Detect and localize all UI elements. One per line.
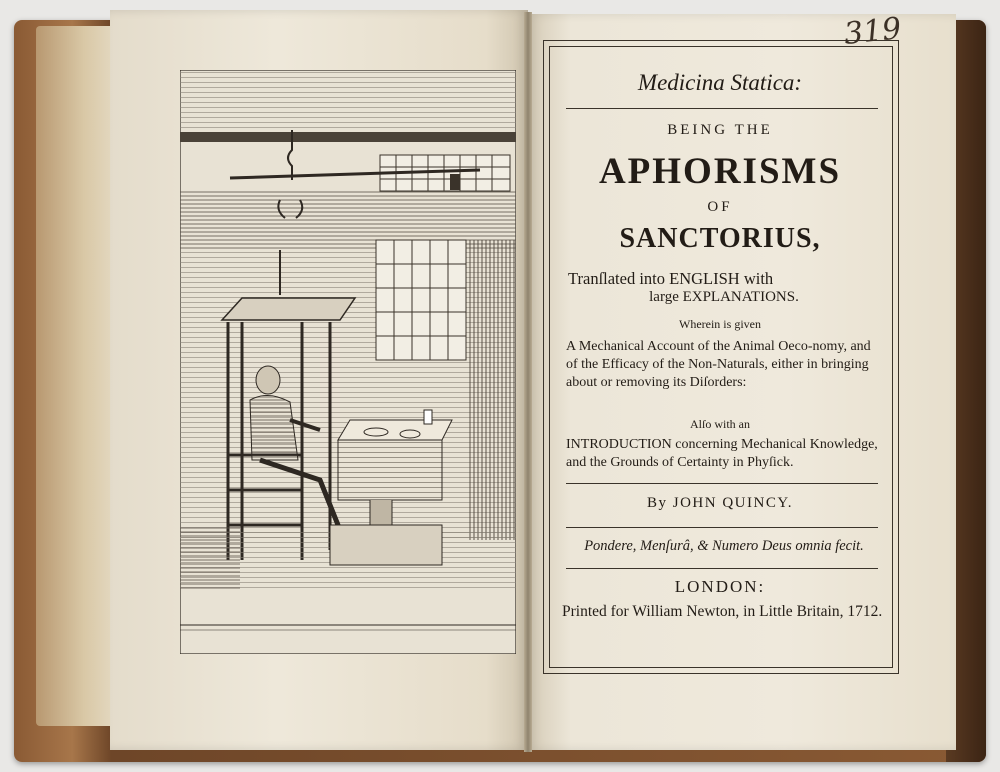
page-stack-left <box>36 26 116 726</box>
handwritten-number: 319 <box>842 11 903 52</box>
title-sanctorius: SANCTORIUS, <box>619 223 821 254</box>
rule-2 <box>566 483 878 484</box>
title-aphorisms: APHORISMS <box>598 151 842 192</box>
title-also-with: Alſo with an <box>690 417 750 431</box>
title-introduction: INTRODUCTION concerning Mechanical Knowledge, and the Grounds of Certainty in Phyſick. <box>566 437 878 470</box>
book-gutter <box>524 12 532 752</box>
frontispiece-engraving <box>180 70 516 654</box>
title-wherein: Wherein is given <box>679 317 761 331</box>
rule-1 <box>566 108 878 109</box>
title-london: LONDON: <box>674 577 766 596</box>
rule-3 <box>566 527 878 528</box>
title-motto: Pondere, Menſurâ, & Numero Deus omnia fecit. <box>584 538 864 554</box>
title-of: OF <box>707 199 733 215</box>
title-translated: Tranſlated into ENGLISH with <box>568 269 774 288</box>
title-being-the: BEING THE <box>667 122 773 138</box>
title-medicina-statica: Medicina Statica: <box>637 70 803 95</box>
title-imprint: Printed for William Newton, in Little Britain, 1712. <box>562 603 883 620</box>
rule-4 <box>566 568 878 569</box>
title-large-explanations: large EXPLANATIONS. <box>649 289 799 305</box>
title-mechanical-account: A Mechanical Account of the Animal Oeco-nomy, and of the Efficacy of the Non-Naturals, either in bringing about or removing its Diſorders: <box>566 339 871 390</box>
title-author: By JOHN QUINCY. <box>647 495 793 511</box>
